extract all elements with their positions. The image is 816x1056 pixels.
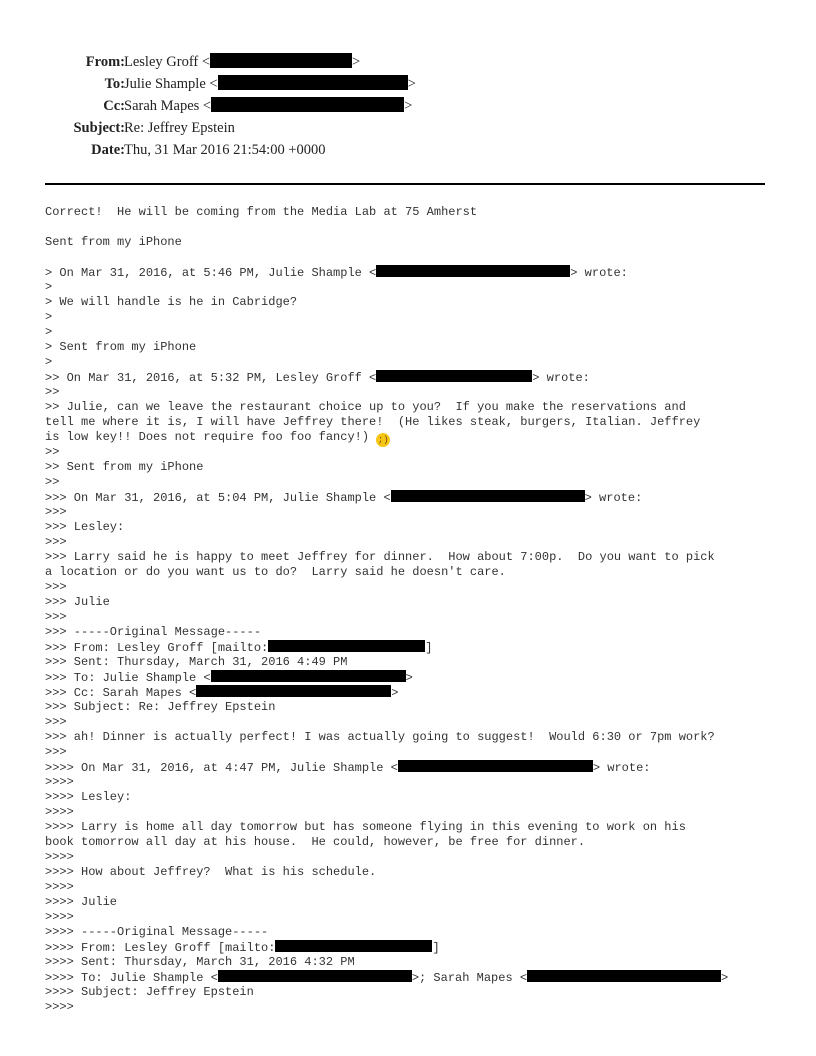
redaction-box	[196, 685, 391, 697]
redaction-box	[211, 670, 406, 682]
body-line: >>> From: Lesley Groff [mailto: ]	[45, 641, 433, 655]
body-line: >>>>	[45, 805, 74, 819]
wink-emoji-icon: ;)	[377, 435, 389, 445]
body-line: >>>	[45, 715, 67, 729]
body-line: >>>> On Mar 31, 2016, at 4:47 PM, Julie Shample < > wrote:	[45, 761, 651, 775]
body-line: >>>> From: Lesley Groff [mailto: ]	[45, 941, 440, 955]
body-line: >>> Cc: Sarah Mapes < >	[45, 686, 399, 700]
body-line: >> On Mar 31, 2016, at 5:32 PM, Lesley Groff < > wrote:	[45, 371, 590, 385]
body-line: >	[45, 280, 53, 294]
body-line: >>	[45, 445, 60, 459]
body-line: >>> Subject: Re: Jeffrey Epstein	[45, 700, 276, 714]
body-line: >>>	[45, 580, 67, 594]
body-line: >>>	[45, 535, 67, 549]
body-line: >>>> Julie	[45, 895, 118, 909]
body-line: > On Mar 31, 2016, at 5:46 PM, Julie Shample < > wrote:	[45, 266, 628, 280]
body-line: >>>>	[45, 1000, 74, 1014]
body-line: >>	[45, 385, 60, 399]
body-line: >>>> How about Jeffrey? What is his schedule.	[45, 865, 377, 879]
header-divider	[45, 183, 765, 185]
redaction-box	[275, 940, 432, 952]
redaction-box	[218, 970, 412, 982]
redaction-box	[527, 970, 721, 982]
from-label: From:	[85, 54, 125, 70]
body-line: >>>> Lesley:	[45, 790, 132, 804]
redaction-box	[218, 75, 408, 90]
redaction-box	[211, 97, 404, 112]
body-line: >	[45, 325, 53, 339]
subject-value: Re: Jeffrey Epstein	[124, 120, 235, 136]
body-line: >>> To: Julie Shample < >	[45, 671, 413, 685]
body-line: >>	[45, 475, 60, 489]
body-line: Sent from my iPhone	[45, 235, 182, 249]
redaction-box	[398, 760, 593, 772]
body-line: >>> On Mar 31, 2016, at 5:04 PM, Julie Shample < > wrote:	[45, 491, 643, 505]
body-line: >> Julie, can we leave the restaurant choice up to you? If you make the reservations and	[45, 400, 686, 414]
body-line: >> Sent from my iPhone	[45, 460, 204, 474]
body-line: >	[45, 355, 53, 369]
body-line: >>>>	[45, 880, 74, 894]
cc-name: Sarah Mapes	[124, 98, 200, 114]
body-line: >>>> Sent: Thursday, March 31, 2016 4:32 PM	[45, 955, 355, 969]
body-line: >>> ah! Dinner is actually perfect! I was actually going to suggest! Would 6:30 or 7pm work?	[45, 730, 715, 744]
body-line: >>> Larry said he is happy to meet Jeffrey for dinner. How about 7:00p. Do you want to pick	[45, 550, 715, 564]
body-line: >>> Julie	[45, 595, 110, 609]
body-line: >>>>	[45, 850, 74, 864]
cc-row	[0, 95, 816, 117]
body-line: >>>> To: Julie Shample < >; Sarah Mapes < >	[45, 971, 729, 985]
body-line: >>>>	[45, 910, 74, 924]
redaction-box	[376, 265, 570, 277]
body-line: >>>> -----Original Message-----	[45, 925, 269, 939]
redaction-box	[210, 53, 352, 68]
body-line: >>> -----Original Message-----	[45, 625, 262, 639]
body-line: >>> Lesley:	[45, 520, 125, 534]
date-row	[0, 139, 816, 161]
subject-label: Subject:	[73, 120, 125, 136]
body-line: tell me where it is, I will have Jeffrey there! (He likes steak, burgers, Italian. Jeffrey	[45, 415, 701, 429]
from-name: Lesley Groff	[124, 54, 199, 70]
to-name: Julie Shample	[124, 76, 206, 92]
body-line: >>>	[45, 505, 67, 519]
subject-row	[0, 117, 816, 139]
body-line: >>>> Subject: Jeffrey Epstein	[45, 985, 254, 999]
body-line: is low key!! Does not require foo foo fancy!) ;)	[45, 430, 389, 445]
body-line: > We will handle is he in Cabridge?	[45, 295, 298, 309]
body-line: >>>	[45, 610, 67, 624]
body-line: a location or do you want us to do? Larry said he doesn't care.	[45, 565, 506, 579]
date-value: Thu, 31 Mar 2016 21:54:00 +0000	[124, 142, 326, 158]
body-line: book tomorrow all day at his house. He could, however, be free for dinner.	[45, 835, 586, 849]
redaction-box	[391, 490, 585, 502]
body-line: >>>	[45, 745, 67, 759]
cc-value: Sarah Mapes < >	[124, 98, 413, 114]
redaction-box	[268, 640, 425, 652]
cc-label: Cc:	[103, 98, 125, 114]
to-value: Julie Shample < >	[124, 76, 416, 92]
email-body	[45, 205, 785, 1015]
email-header	[0, 51, 816, 161]
body-line: > Sent from my iPhone	[45, 340, 197, 354]
date-label: Date:	[91, 142, 125, 158]
body-line: >>> Sent: Thursday, March 31, 2016 4:49 PM	[45, 655, 348, 669]
body-line: >>>> Larry is home all day tomorrow but has someone flying in this evening to work on his	[45, 820, 686, 834]
to-label: To:	[104, 76, 125, 92]
from-row	[0, 51, 816, 73]
body-line: >>>>	[45, 775, 74, 789]
body-line: Correct! He will be coming from the Media Lab at 75 Amherst	[45, 205, 478, 219]
from-value: Lesley Groff < >	[124, 54, 361, 70]
body-line: >	[45, 310, 53, 324]
redaction-box	[376, 370, 532, 382]
to-row	[0, 73, 816, 95]
